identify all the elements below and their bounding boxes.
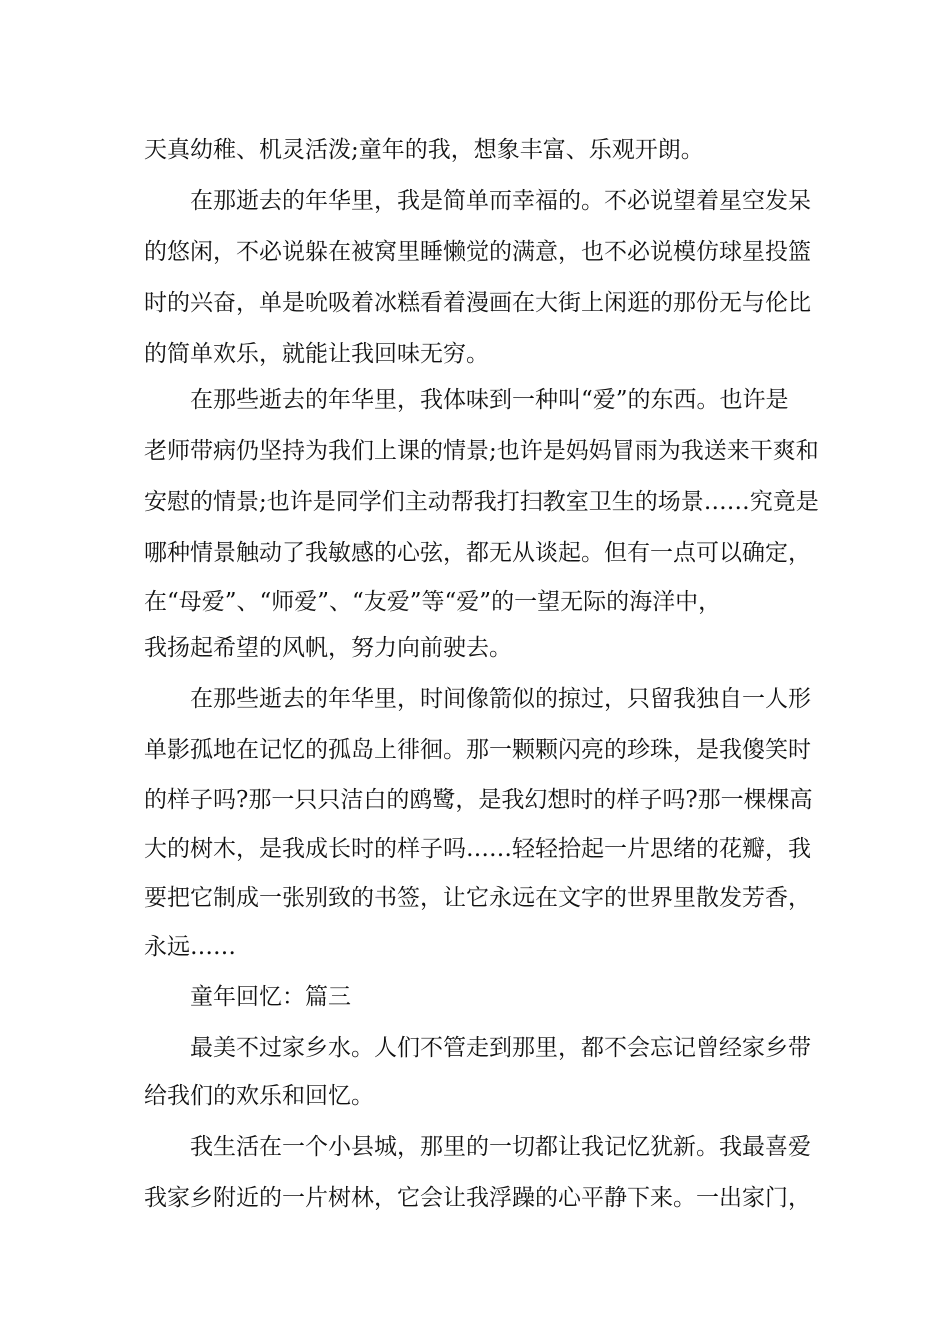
text-line: 我扬起希望的风帆，努力向前驶去。: [144, 635, 512, 661]
text-line: 我家乡附近的一片树林，它会让我浮躁的心平静下来。一出家门，: [144, 1185, 811, 1211]
paragraph-first-line: 在那逝去的年华里，我是简单而幸福的。不必说望着星空发呆: [190, 188, 811, 214]
text-line: 给我们的欢乐和回忆。: [144, 1083, 374, 1109]
paragraph-first-line: 在那些逝去的年华里，我体味到一种叫“爱”的东西。也许是: [190, 387, 789, 413]
paragraph-first-line: 在那些逝去的年华里，时间像箭似的掠过，只留我独自一人形: [190, 686, 811, 712]
paragraph-first-line: 最美不过家乡水。人们不管走到那里，都不会忘记曾经家乡带: [190, 1035, 811, 1061]
text-line: 的样子吗?那一只只洁白的鸥鹭，是我幻想时的样子吗?那一棵棵高: [144, 787, 813, 813]
section-heading: 童年回忆：篇三: [190, 984, 351, 1010]
text-line: 要把它制成一张别致的书签，让它永远在文字的世界里散发芳香，: [144, 885, 811, 911]
text-line: 哪种情景触动了我敏感的心弦，都无从谈起。但有一点可以确定，: [144, 540, 811, 566]
text-line: 大的树木，是我成长时的样子吗……轻轻拾起一片思绪的花瓣，我: [144, 836, 811, 862]
text-line: 单影孤地在记忆的孤岛上徘徊。那一颗颗闪亮的珍珠，是我傻笑时: [144, 737, 811, 763]
text-line: 永远……: [144, 934, 236, 960]
text-line: 安慰的情景;也许是同学们主动帮我打扫教室卫生的场景……究竟是: [144, 489, 819, 515]
text-line: 天真幼稚、机灵活泼;童年的我，想象丰富、乐观开朗。: [144, 137, 704, 163]
paragraph-first-line: 我生活在一个小县城，那里的一切都让我记忆犹新。我最喜爱: [190, 1134, 811, 1160]
text-line: 的简单欢乐，就能让我回味无穷。: [144, 341, 489, 367]
text-line: 时的兴奋，单是吮吸着冰糕看着漫画在大街上闲逛的那份无与伦比: [144, 290, 811, 316]
text-line: 在“母爱”、“师爱”、“友爱”等“爱”的一望无际的海洋中，: [144, 589, 722, 615]
text-line: 老师带病仍坚持为我们上课的情景;也许是妈妈冒雨为我送来干爽和: [144, 438, 819, 464]
text-line: 的悠闲，不必说躲在被窝里睡懒觉的满意，也不必说模仿球星投篮: [144, 239, 811, 265]
